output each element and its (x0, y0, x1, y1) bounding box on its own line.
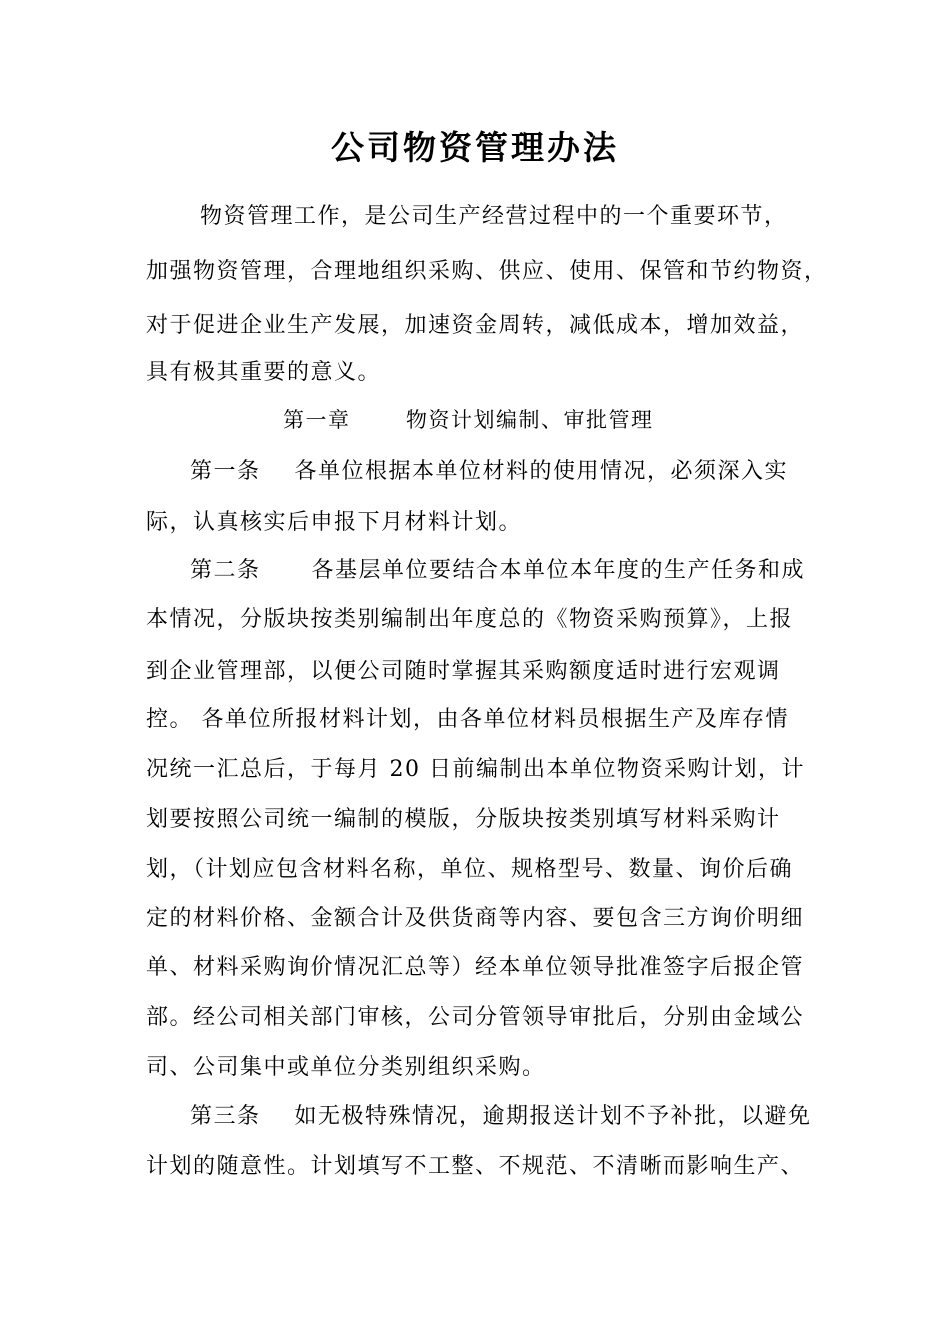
article-line: 计划的随意性。计划填写不工整、不规范、不清晰而影响生产、 (146, 1154, 805, 1179)
article-line: 第三条 如无极特殊情况，逾期报送计划不予补批，以避免 (190, 1104, 812, 1129)
intro-line: 加强物资管理，合理地组织采购、供应、使用、保管和节约物资， (146, 259, 828, 284)
article-line: 本情况，分版块按类别编制出年度总的《物资采购预算》，上报 (146, 607, 794, 632)
article-line: 定的材料价格、金额合计及供货商等内容、要包含三方询价明细 (146, 906, 805, 931)
article-line: 控。 各单位所报材料计划，由各单位材料员根据生产及库存情 (146, 707, 789, 732)
chapter-heading: 物资计划编制、审批管理 (406, 408, 654, 432)
article-line: 第一条 各单位根据本单位材料的使用情况，必须深入实 (190, 459, 788, 484)
article-line: 际，认真核实后申报下月材料计划。 (146, 510, 523, 535)
article-line: 司、公司集中或单位分类别组织采购。 (146, 1055, 546, 1080)
intro-line: 对于促进企业生产发展，加速资金周转，减低成本，增加效益， (146, 313, 805, 338)
article-line: 到企业管理部，以便公司随时掌握其采购额度适时进行宏观调 (146, 659, 781, 684)
article-line: 单、材料采购询价情况汇总等）经本单位领导批准签字后报企管 (146, 955, 805, 980)
chapter-label: 第一章 (283, 408, 351, 432)
article-line: 部。经公司相关部门审核，公司分管领导审批后，分别由金域公 (146, 1005, 805, 1030)
intro-line: 物资管理工作，是公司生产经营过程中的一个重要环节， (200, 204, 788, 229)
article-line: 划，（计划应包含材料名称，单位、规格型号、数量、询价后确 (146, 857, 794, 882)
intro-line: 具有极其重要的意义。 (146, 360, 382, 385)
article-line: 况统一汇总后，于每月 20 日前编制出本单位物资采购计划，计 (146, 757, 805, 782)
article-line: 划要按照公司统一编制的模版，分版块按类别填写材料采购计 (146, 807, 781, 832)
document-title: 公司物资管理办法 (331, 128, 619, 168)
article-line: 第二条 各基层单位要结合本单位本年度的生产任务和成 (190, 558, 805, 583)
